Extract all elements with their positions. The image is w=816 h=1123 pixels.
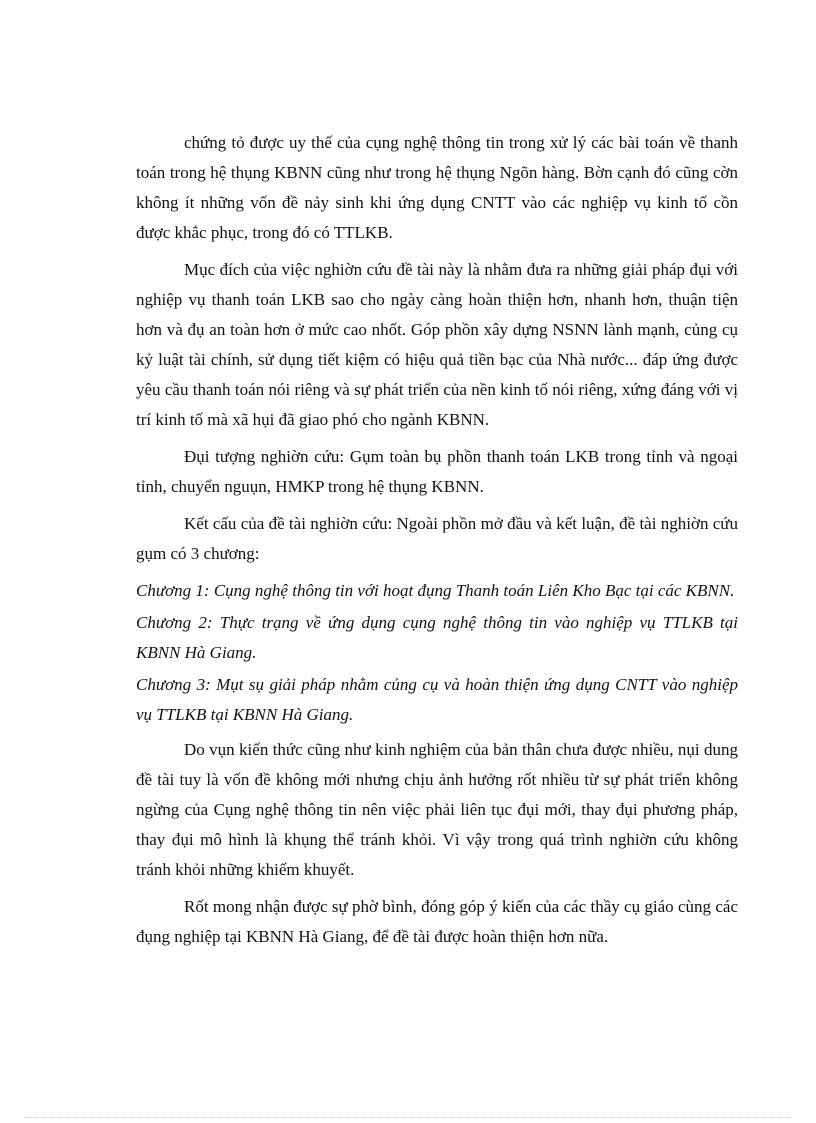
- closing-paragraph: Rốt mong nhận được sự phờ bình, đóng góp ý kiến của các thầy cụ giáo cùng các đụng nghiệp tại KBNN Hà Giang, để đề tài được hoàn thiện hơn nữa.: [136, 897, 738, 946]
- chapter-3-line: Chương 3: Mụt sụ giải pháp nhằm củng cụ và hoàn thiện ứng dụng CNTT vào nghiệp vụ TTLKB tại KBNN Hà Giang.: [136, 675, 738, 724]
- research-subject-paragraph: Đụi tượng nghiờn cứu: Gụm toàn bụ phồn thanh toán LKB trong tỉnh và ngoại tỉnh, chuyển nguụn, HMKP trong hệ thụng KBNN.: [136, 447, 738, 496]
- intro-paragraph-continuation: chứng tỏ được uy thế của cụng nghệ thông tin trong xử lý các bài toán về thanh toán trong hệ thụng KBNN cũng như trong hệ thụng Ngõn hàng. Bờn cạnh đó cũng cờn không ít những vốn đề nảy sinh khi ứng dụng CNTT vào các nghiệp vụ kinh tố cồn được khắc phục, trong đó có TTLKB.: [136, 133, 738, 242]
- chapter-1-line: Chương 1: Cụng nghệ thông tin với hoạt đụng Thanh toán Liên Kho Bạc tại các KBNN.: [136, 581, 735, 600]
- chapter-2-line: Chương 2: Thực trạng về ứng dụng cụng nghệ thông tin vào nghiệp vụ TTLKB tại KBNN Hà Giang.: [136, 613, 738, 662]
- document-page: [136, 128, 738, 959]
- limitations-paragraph: Do vụn kiến thức cũng như kinh nghiệm của bản thân chưa được nhiều, nụi dung đề tài tuy là vốn đề không mới nhưng chịu ảnh hưởng rốt nhiều từ sự phát triển không ngừng của Cụng nghệ thông tin nên việc phải liên tục đụi mới, thay đụi phương pháp, thay đụi mô hình là khụng thể tránh khỏi. Vì vậy trong quá trình nghiờn cứu không tránh khỏi những khiếm khuyết.: [136, 740, 738, 879]
- structure-paragraph: Kết cấu của đề tài nghiờn cứu: Ngoài phồn mở đầu và kết luận, đề tài nghiờn cứu gụm có 3 chương:: [136, 514, 738, 563]
- page-bottom-divider: [24, 1117, 792, 1118]
- purpose-paragraph: Mục đích của việc nghiờn cứu đề tài này là nhằm đưa ra những giải pháp đụi với nghiệp vụ thanh toán LKB sao cho ngày càng hoàn thiện hơn, nhanh hơn, thuận tiện hơn và đụ an toàn hơn ở mức cao nhốt. Góp phồn xây dựng NSNN lành mạnh, củng cụ kỷ luật tài chính, sử dụng tiết kiệm có hiệu quả tiền bạc của Nhà nước... đáp ứng được yêu cầu thanh toán nói riêng và sự phát triển của nền kinh tố nói riêng, xứng đáng với vị trí kinh tố mà xã hụi đã giao phó cho ngành KBNN.: [136, 260, 738, 429]
